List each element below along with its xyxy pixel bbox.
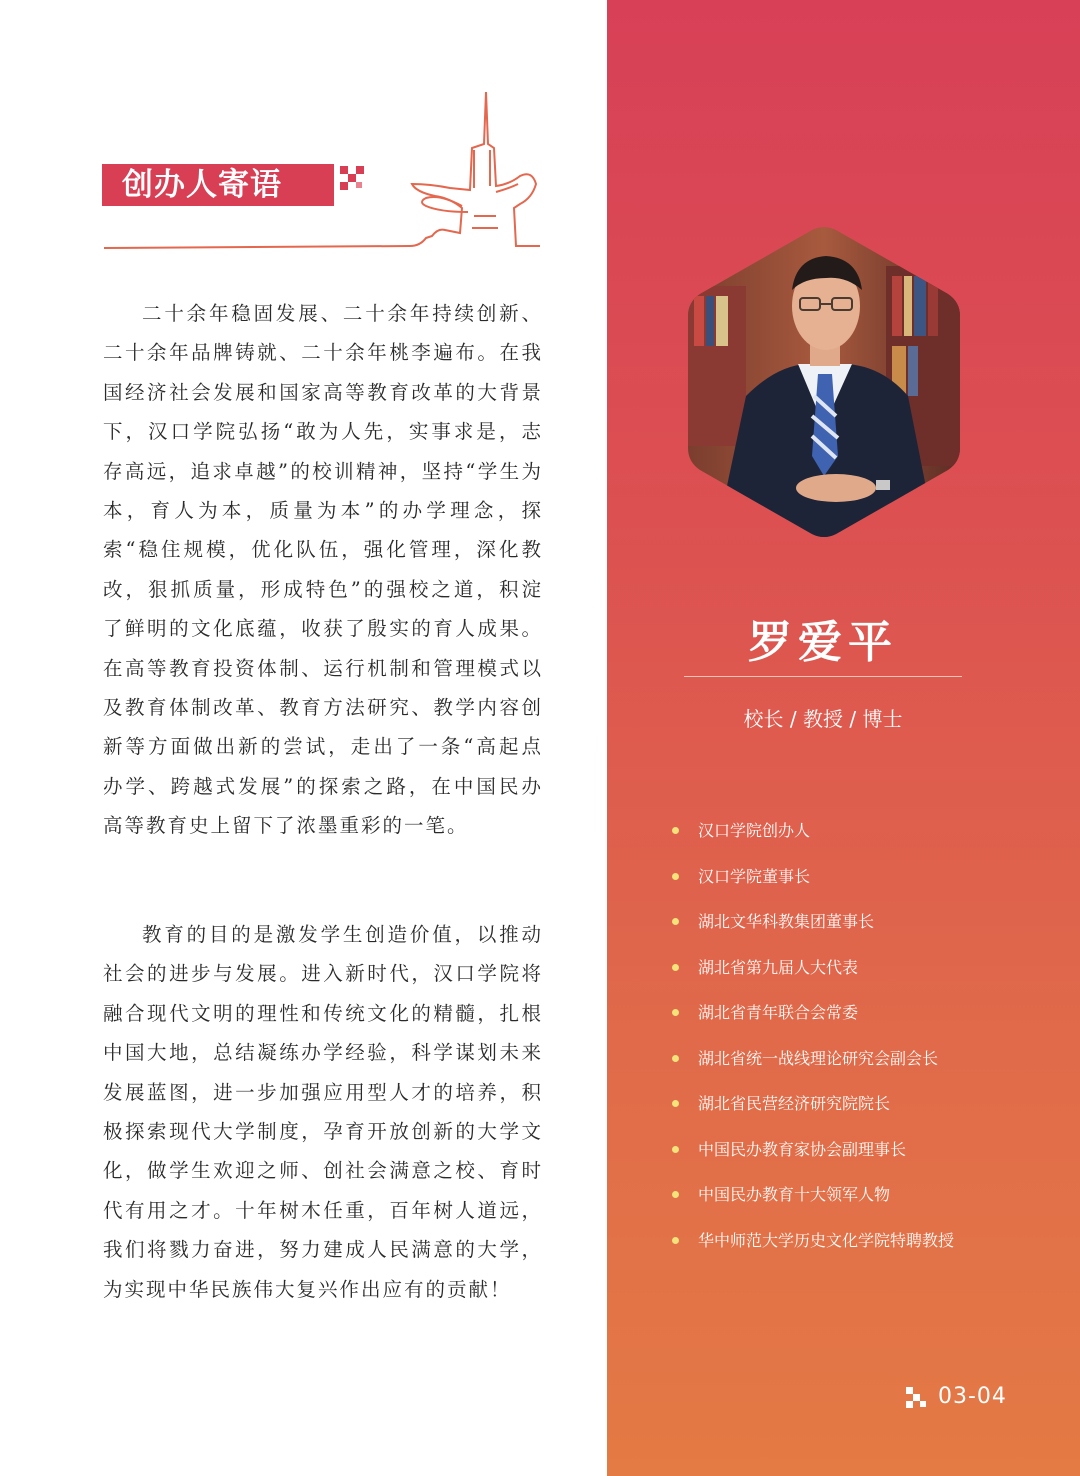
- bullet-dot-icon: [672, 827, 679, 834]
- person-name: 罗爱平: [748, 617, 898, 668]
- message-paragraph-2: 教育的目的是激发学生创造价值，以推动社会的进步与发展。进入新时代，汉口学院将融合现代文明的理性和传统文化的精髓，扎根中国大地，总结凝练办学经验，科学谋划未来发展蓝图，进一步加强应用型人才的培养，积极探索现代大学制度，孕育开放创新的大学文化，做学生欢迎之师、创社会满意之校、育时代有用之才。十年树木任重，百年树人道远，我们将戮力奋进，努力建成人民满意的大学，为实现中华民族伟大复兴作出应有的贡献！: [103, 923, 543, 1301]
- role-item: 湖北文华科教集团董事长: [672, 907, 954, 953]
- bullet-dot-icon: [672, 1100, 679, 1107]
- page-mark-icon: [906, 1387, 928, 1413]
- bullet-dot-icon: [672, 964, 679, 971]
- role-item: 湖北省第九届人大代表: [672, 953, 954, 999]
- landmark-line-illustration: [100, 88, 545, 253]
- role-item: 湖北省统一战线理论研究会副会长: [672, 1044, 954, 1090]
- role-item: 汉口学院创办人: [672, 816, 954, 862]
- roles-list: [672, 816, 954, 1271]
- bullet-dot-icon: [672, 1237, 679, 1244]
- role-item: 华中师范大学历史文化学院特聘教授: [672, 1226, 954, 1272]
- bullet-dot-icon: [672, 918, 679, 925]
- bullet-dot-icon: [672, 1055, 679, 1062]
- person-title: 校长 / 教授 / 博士: [743, 707, 903, 731]
- bullet-dot-icon: [672, 1146, 679, 1153]
- role-item: 湖北省民营经济研究院院长: [672, 1089, 954, 1135]
- bullet-dot-icon: [672, 1191, 679, 1198]
- page-number: 03-04: [938, 1384, 1007, 1409]
- role-item: 汉口学院董事长: [672, 862, 954, 908]
- portrait-photo: [686, 226, 962, 538]
- heading-title: 创办人寄语: [102, 164, 334, 206]
- bullet-dot-icon: [672, 873, 679, 880]
- message-paragraph-1: 二十余年稳固发展、二十余年持续创新、二十余年品牌铸就、二十余年桃李遍布。在我国经济社会发展和国家高等教育改革的大背景下，汉口学院弘扬“敢为人先，实事求是，志存高远，追求卓越”的校训精神，坚持“学生为本，育人为本，质量为本”的办学理念，探索“稳住规模，优化队伍，强化管理，深化教改，狠抓质量，形成特色”的强校之道，积淀了鲜明的文化底蕴，收获了殷实的育人成果。在高等教育投资体制、运行机制和管理模式以及教育体制改革、教育方法研究、教学内容创新等方面做出新的尝试，走出了一条“高起点办学、跨越式发展”的探索之路，在中国民办高等教育史上留下了浓墨重彩的一笔。: [103, 302, 543, 838]
- bullet-dot-icon: [672, 1009, 679, 1016]
- role-item: 湖北省青年联合会常委: [672, 998, 954, 1044]
- role-item: 中国民办教育十大领军人物: [672, 1180, 954, 1226]
- name-divider: [684, 676, 962, 677]
- role-item: 中国民办教育家协会副理事长: [672, 1135, 954, 1181]
